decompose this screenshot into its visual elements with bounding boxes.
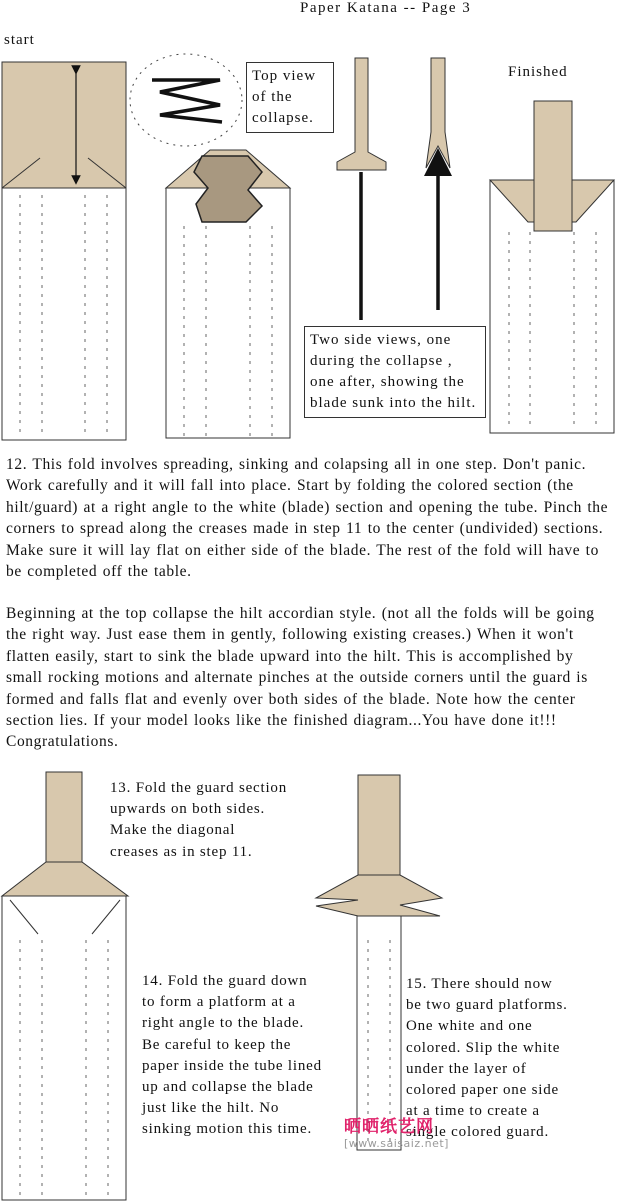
top-view-callout [246,62,334,133]
side-views-line: Two side views, one [310,332,452,348]
side-views-line: blade sunk into the hilt. [310,395,477,411]
step13-line: creases as in step 11. [110,843,253,860]
step14-line: to form a platform at a [142,994,296,1011]
side-views-callout [304,326,486,418]
watermark-url: [www.saisaiz.net] [344,1137,449,1150]
step15-line: One white and one [406,1018,533,1035]
step14-line: up and collapse the blade [142,1079,314,1096]
step14-line: paper inside the tube lined [142,1057,322,1074]
step14-line: 14. Fold the guard down [142,973,308,989]
step15-line: under the layer of [406,1060,527,1077]
step15-line: 15. There should now [406,976,553,992]
step14-text [142,971,322,1141]
watermark [344,1112,449,1150]
step15-line: colored. Slip the white [406,1039,561,1056]
page-title: Paper Katana -- Page 3 [300,0,472,16]
step15-line: be two guard platforms. [406,997,568,1014]
start-diagram [2,62,126,440]
side-views-line: during the collapse , [310,353,453,369]
step15-line: colored paper one side [406,1082,559,1099]
top-view-diagram [130,54,242,146]
step13-line: 13. Fold the guard section [110,780,288,796]
start-label: start [4,32,35,48]
top-view-line: Top view [252,68,317,84]
side-view-during [337,58,386,320]
step15-line: at a time to create a [406,1103,540,1120]
step12-paragraph: 12. This fold involves spreading, sinking and colapsing all in one step. Don't panic. Work carefully and it will fall into place. Start by folding the colored section (the hilt/guard) at a right angle to the white (blade) section and opening the tube. Pinch the corners to spread along the creases made in step 11 to the center (undivided) sections. Make sure it will lay flat on either side of the blade. The rest of the fold will have to be completed off the table. [6,456,609,581]
step14-line: Be careful to keep the [142,1036,292,1053]
finished-label: Finished [508,64,568,80]
side-views-line: one after, showing the [310,374,465,390]
finished-diagram [490,101,614,433]
watermark-text: 晒晒纸艺网 [344,1117,434,1137]
step13-text [110,778,287,863]
step13-line: Make the diagonal [110,822,236,839]
step14-line: just like the hilt. No [142,1100,280,1117]
step15-line: single colored guard. [406,1124,550,1141]
side-view-after [426,58,450,310]
step14-line: sinking motion this time. [142,1121,313,1138]
top-view-line: of the [252,89,293,105]
step12b-paragraph: Beginning at the top collapse the hilt accordian style. (not all the folds will be going the right way. Just ease them in gently, following existing creases.) When it won't flatten easily, start to sink the blade upward into the hilt. This is accomplished by small rocking motions and alternate pinches at the outside corners until the guard is formed and falls flat and evenly over both sides of the blade. Note how the center section lies. If your model looks like the finished diagram...You have done it!!! Congratulations. [6,605,595,751]
collapse-diagram [166,150,290,438]
step13-line: upwards on both sides. [110,801,266,818]
top-view-line: collapse. [252,110,314,126]
step14-line: right angle to the blade. [142,1015,305,1032]
